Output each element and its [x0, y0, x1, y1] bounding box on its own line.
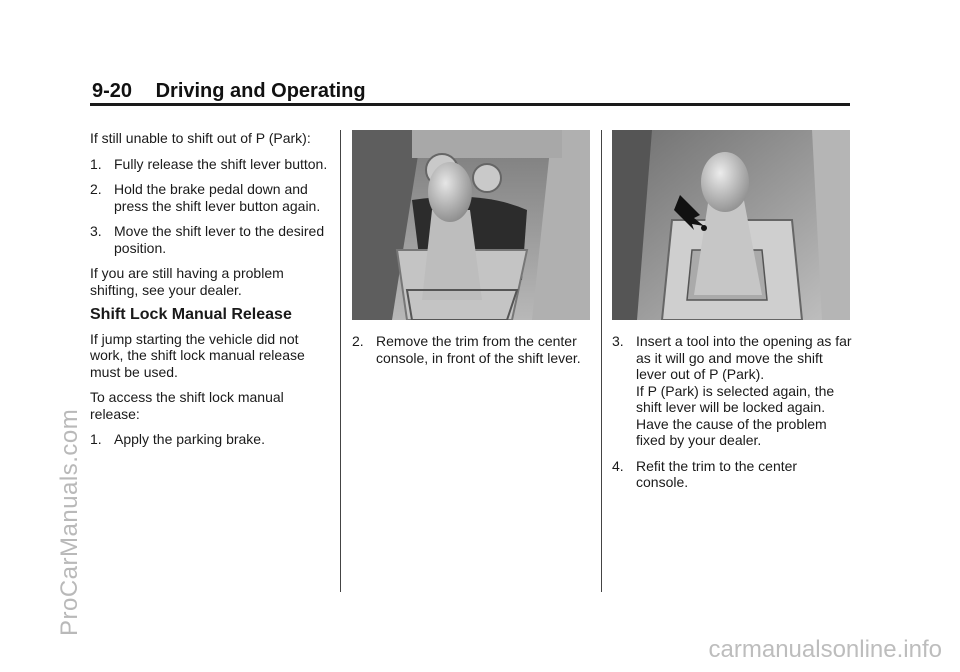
step-text: Fully release the shift lever button.: [114, 155, 328, 172]
step-number: 2.: [90, 181, 102, 197]
step-number: 3.: [612, 333, 624, 349]
shift-lock-photo: [612, 130, 850, 320]
column-3: [612, 130, 852, 500]
note-text: If you are still having a problem shifting, see your dealer.: [90, 265, 284, 298]
list-item: [90, 223, 330, 256]
step-text: Refit the trim to the center console.: [636, 457, 798, 490]
step-text: Move the shift lever to the desired position.: [114, 223, 325, 256]
step-text: Remove the trim from the center console, in front of the shift lever.: [376, 333, 581, 366]
step-text: Apply the parking brake.: [114, 431, 265, 447]
step-number: 1.: [90, 155, 102, 172]
column-divider: [340, 130, 341, 592]
list-item: [352, 333, 592, 366]
step-text: Hold the brake pedal down and press the shift lever button again.: [114, 181, 321, 214]
list-item: [90, 431, 330, 448]
side-watermark: ProCarManuals.com: [56, 408, 83, 636]
section-subheading: Shift Lock Manual Release: [90, 306, 292, 323]
step-number: 3.: [90, 223, 102, 239]
bottom-watermark: carmanualsonline.info: [708, 636, 942, 663]
step-note: If P (Park) is selected again, the shift lever will be locked again. Have the cause of the problem fixed by your dealer.: [636, 382, 835, 448]
column-1: [90, 130, 330, 457]
paragraph: To access the shift lock manual release:: [90, 389, 284, 422]
list-item: [90, 156, 330, 173]
page-header: [92, 80, 366, 103]
column-2: [352, 130, 592, 375]
section-title: Driving and Operating: [155, 80, 366, 102]
step-number: 2.: [352, 333, 364, 349]
list-item: [612, 333, 852, 449]
console-trim-photo: [352, 130, 590, 320]
step-text: Insert a tool into the opening as far as it will go and move the shift lever out of P (Park).: [636, 333, 852, 382]
column-divider: [601, 130, 602, 592]
intro-text: If still unable to shift out of P (Park):: [90, 130, 311, 146]
list-item: [90, 181, 330, 214]
page-number: 9-20: [92, 80, 133, 102]
header-rule: [90, 103, 850, 106]
list-item: [612, 458, 852, 491]
step-number: 1.: [90, 431, 102, 447]
paragraph: If jump starting the vehicle did not work, the shift lock manual release must be used.: [90, 330, 305, 380]
step-number: 4.: [612, 457, 624, 474]
